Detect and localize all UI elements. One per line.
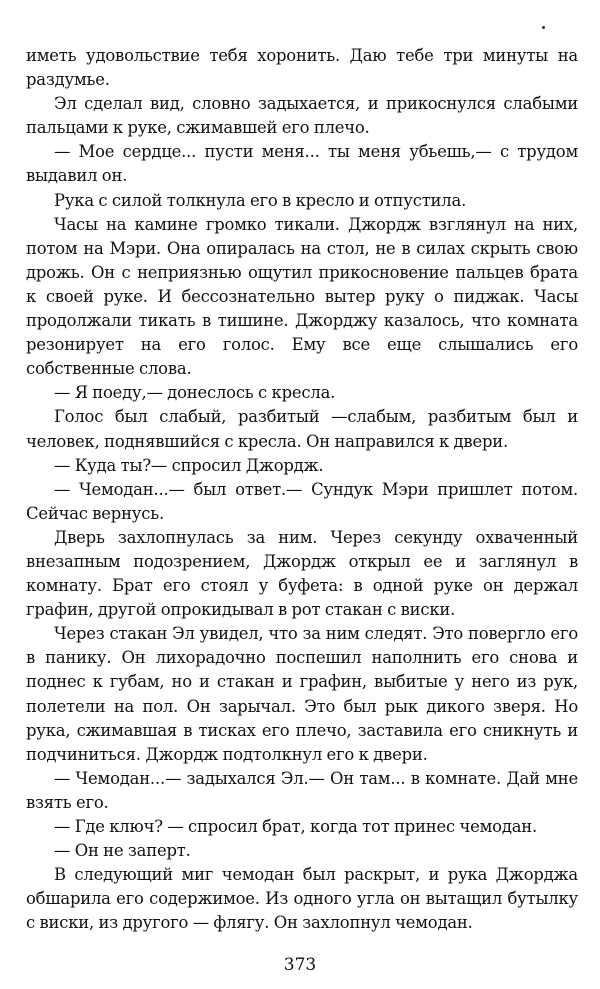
paragraph: — Где ключ? — спросил брат, когда тот принес чемодан. <box>54 817 538 836</box>
paragraph: Эл сделал вид, словно задыхается, и прикоснулся слабыми пальцами к руке, сжимавшей его плечо. <box>26 94 578 138</box>
paragraph: Рука с силой толкнула его в кресло и отпустила. <box>54 190 467 210</box>
paragraph: Часы на камине громко тикали. Джордж взглянул на них, потом на Мэри. Она опиралась на стол, не в силах скрыть свою дрожь. Он с неприязнью ощутил прикосновение пальцев брата к своей руке. И бессознательно вытер руку о пиджак. Часы продолжали тикать в тишине. Джорджу казалось, что комната резонирует на его голос. Ему все еще слышались его собственные слова. <box>26 214 578 379</box>
paragraph: — Чемодан...— задыхался Эл.— Он там... в комнате. Дай мне взять его. <box>26 768 578 812</box>
scan-speck <box>542 26 545 29</box>
paragraph: Дверь захлопнулась за ним. Через секунду охваченный внезапным подозрением, Джордж открыл ее и заглянул в комнату. Брат его стоял у буфета: в одной руке он держал графин, другой опрокидывал в рот стакан с виски. <box>26 527 578 620</box>
page-body <box>26 44 578 935</box>
paragraph: — Я поеду,— донеслось с кресла. <box>54 383 336 403</box>
paragraph: — Чемодан...— был ответ.— Сундук Мэри пришлет потом. Сейчас вернусь. <box>26 479 578 523</box>
paragraph: Голос был слабый, разбитый —слабым, разбитым был и человек, поднявшийся с кресла. Он направился к двери. <box>26 407 578 451</box>
paragraph: иметь удовольствие тебя хоронить. Даю тебе три минуты на раздумье. <box>26 46 578 90</box>
paragraph: — Он не заперт. <box>54 841 191 861</box>
page-number: 373 <box>283 955 317 975</box>
paragraph: Через стакан Эл увидел, что за ним следят. Это повергло его в панику. Он лихорадочно поспешил наполнить его снова и поднес к губам, но и стакан и графин, выбитые у него из рук, полетели на пол. Он зарычал. Это был рык дикого зверя. Но рука, сжимавшая в тисках его плечо, заставила его сникнуть и подчиниться. Джордж подтолкнул его к двери. <box>26 624 578 764</box>
paragraph: В следующий миг чемодан был раскрыт, и рука Джорджа обшарила его содержимое. Из одного угла он вытащил бутылку с виски, из другого — флягу. Он захлопнул чемодан. <box>26 865 578 933</box>
paragraph: — Мое сердце... пусти меня... ты меня убьешь,— с трудом выдавил он. <box>26 142 578 186</box>
paragraph: — Куда ты?— спросил Джордж. <box>54 455 324 475</box>
